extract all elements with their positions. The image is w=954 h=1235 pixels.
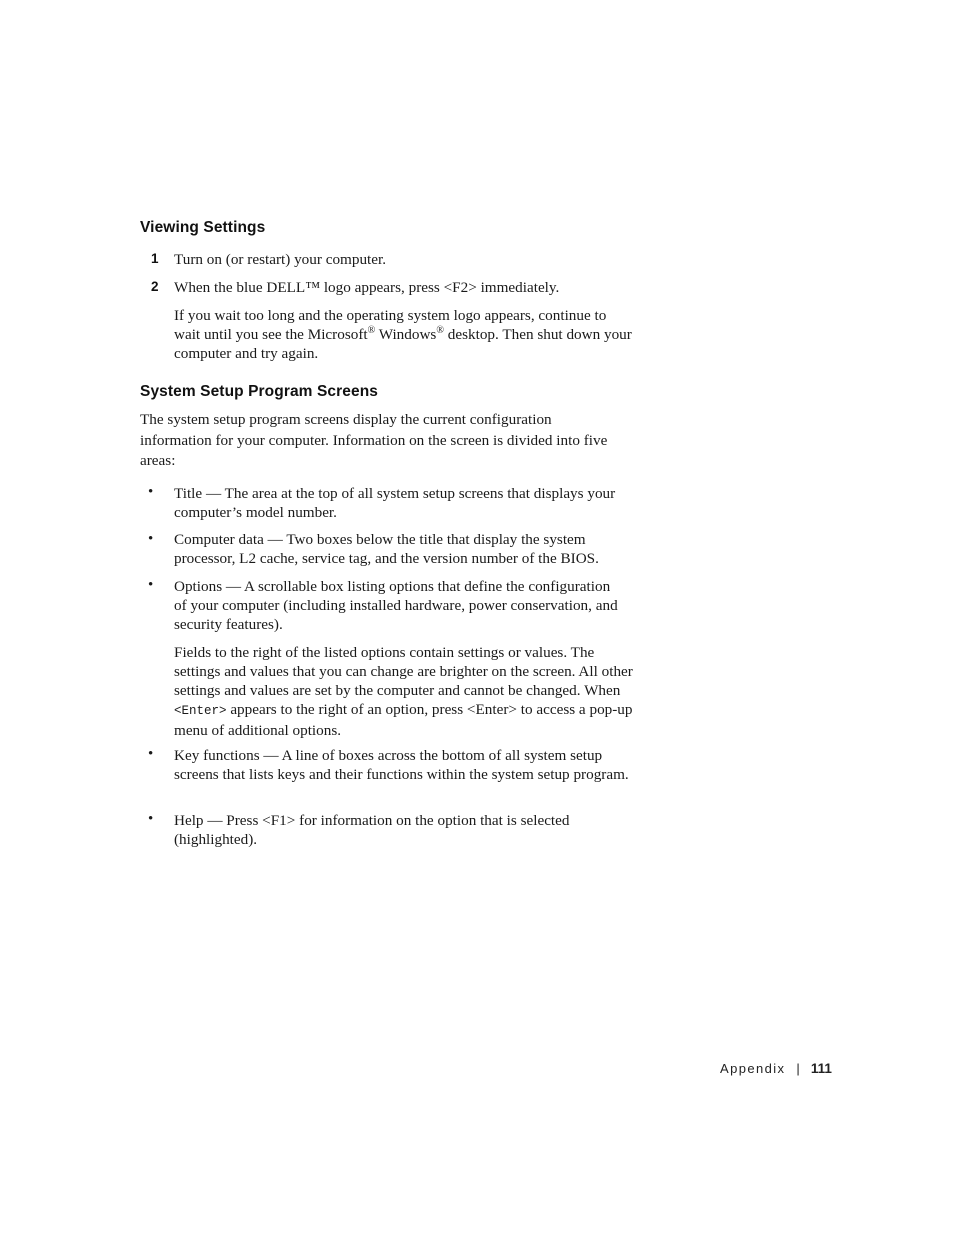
step-number-2: 2 bbox=[151, 279, 159, 294]
section-heading-system-setup-screens: System Setup Program Screens bbox=[140, 383, 378, 400]
bullet-item-title: Title — The area at the top of all system setup screens that displays your computer’s model number. bbox=[174, 485, 616, 521]
bullet-item-computer-data: Computer data — Two boxes below the title that display the system processor, L2 cache, service tag, and the version number of the BIOS. bbox=[174, 531, 599, 567]
options-note bbox=[174, 643, 636, 740]
step-note-part3: desktop. Then shut down your computer and try again. bbox=[174, 326, 632, 362]
bullet-icon: • bbox=[148, 484, 154, 500]
bullet-icon: • bbox=[148, 746, 154, 762]
step-note-part2: Windows bbox=[375, 326, 437, 343]
step-text-2: When the blue DELL™ logo appears, press <F2> immediately. bbox=[174, 279, 560, 296]
registered-mark: ® bbox=[367, 325, 376, 336]
page-number: 111 bbox=[810, 1061, 832, 1076]
bullet-icon: • bbox=[148, 531, 154, 547]
step-text-1: Turn on (or restart) your computer. bbox=[174, 251, 387, 268]
bullet-item-key-functions: Key functions — A line of boxes across the bottom of all system setup screens that lists keys and their functions within the system setup program. bbox=[174, 747, 629, 783]
step-note bbox=[174, 306, 632, 363]
section-heading-viewing-settings: Viewing Settings bbox=[140, 219, 266, 236]
bullet-icon: • bbox=[148, 811, 154, 827]
step-number-1: 1 bbox=[151, 251, 159, 266]
page-footer bbox=[720, 1061, 832, 1076]
registered-mark: ® bbox=[436, 325, 444, 336]
bullet-item-options: Options — A scrollable box listing options that define the configuration of your computer (including installed hardware, power conservation, and security features). bbox=[174, 578, 618, 633]
bullet-item-help: Help — Press <F1> for information on the option that is selected (highlighted). bbox=[174, 812, 570, 848]
enter-key-code: <Enter> bbox=[174, 704, 227, 718]
options-note-part1: Fields to the right of the listed options contain settings or values. The settings and values that you can change are brighter on the screen. All other settings and values are set by the computer and cannot be changed. When bbox=[174, 644, 633, 699]
intro-paragraph: The system setup program screens display the current configuration information for your computer. Information on the screen is divided into five areas: bbox=[140, 411, 608, 469]
footer-separator: | bbox=[796, 1061, 800, 1076]
options-note-part2: appears to the right of an option, press <Enter> to access a pop-up menu of additional options. bbox=[174, 701, 633, 739]
bullet-icon: • bbox=[148, 577, 154, 593]
footer-section-name: Appendix bbox=[720, 1061, 786, 1076]
step-note-part1: If you wait too long and the operating system logo appears, continue to wait until you see the Microsoft bbox=[174, 307, 607, 343]
